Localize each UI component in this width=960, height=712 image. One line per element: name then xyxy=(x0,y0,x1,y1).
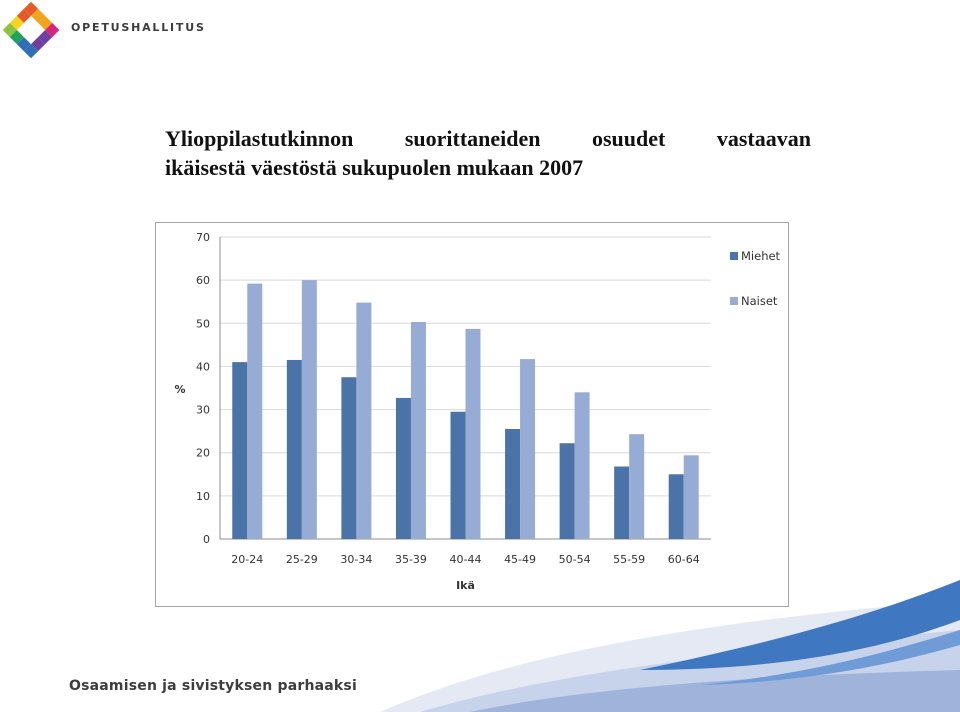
bar-naiset xyxy=(466,329,481,539)
y-tick-label: 30 xyxy=(196,403,210,417)
bar-miehet xyxy=(669,474,684,539)
y-tick-label: 20 xyxy=(196,446,210,460)
title-word: osuudet xyxy=(592,126,666,151)
x-tick-label: 20-24 xyxy=(231,553,264,566)
x-tick-label: 45-49 xyxy=(504,553,537,566)
bar-miehet xyxy=(232,362,247,539)
y-tick-label: 10 xyxy=(196,489,210,503)
title-word: Ylioppilastutkinnon xyxy=(165,126,354,151)
x-tick-label: 50-54 xyxy=(558,553,591,566)
x-tick-label: 55-59 xyxy=(613,553,646,566)
x-tick-label: 35-39 xyxy=(394,553,427,566)
x-tick-label: 25-29 xyxy=(285,553,318,566)
bar-miehet xyxy=(341,377,356,539)
bar-naiset xyxy=(575,392,590,539)
chart-frame xyxy=(155,222,789,607)
opetushallitus-logo xyxy=(2,1,60,59)
slide-title-line2: ikäisestä väestöstä sukupuolen mukaan 2007 xyxy=(165,155,584,180)
y-tick-label: 0 xyxy=(203,533,210,546)
bar-naiset xyxy=(520,359,535,539)
bar-miehet xyxy=(287,360,302,539)
y-tick-label: 70 xyxy=(196,231,210,244)
bar-naiset xyxy=(356,303,371,539)
bar-miehet xyxy=(396,398,411,539)
legend-swatch-miehet xyxy=(730,252,738,260)
legend-swatch-naiset xyxy=(730,297,738,305)
bar-miehet xyxy=(614,467,629,539)
bar-miehet xyxy=(451,412,466,539)
y-tick-label: 40 xyxy=(196,360,210,374)
bar-naiset xyxy=(684,455,699,539)
legend-label: Naiset xyxy=(741,294,778,308)
bar-chart xyxy=(156,223,788,606)
x-tick-label: 30-34 xyxy=(340,553,373,566)
x-axis-title: Ikä xyxy=(456,579,475,592)
x-tick-label: 40-44 xyxy=(449,553,482,566)
bar-miehet xyxy=(560,443,575,539)
title-word: vastaavan xyxy=(716,126,811,151)
x-tick-label: 60-64 xyxy=(667,553,700,566)
bar-miehet xyxy=(505,429,520,539)
org-name: OPETUSHALLITUS xyxy=(71,21,206,34)
y-tick-label: 60 xyxy=(196,274,210,288)
bar-naiset xyxy=(411,322,426,539)
legend-label: Miehet xyxy=(741,249,781,263)
y-tick-label: 50 xyxy=(196,317,210,331)
bar-naiset xyxy=(247,284,262,539)
slide-title xyxy=(165,124,811,182)
bar-naiset xyxy=(302,280,317,539)
title-word: suorittaneiden xyxy=(404,126,541,151)
footer-tagline: Osaamisen ja sivistyksen parhaaksi xyxy=(69,678,357,694)
slide-title-line1 xyxy=(165,124,811,153)
bar-naiset xyxy=(629,434,644,539)
y-axis-title: % xyxy=(174,383,186,396)
